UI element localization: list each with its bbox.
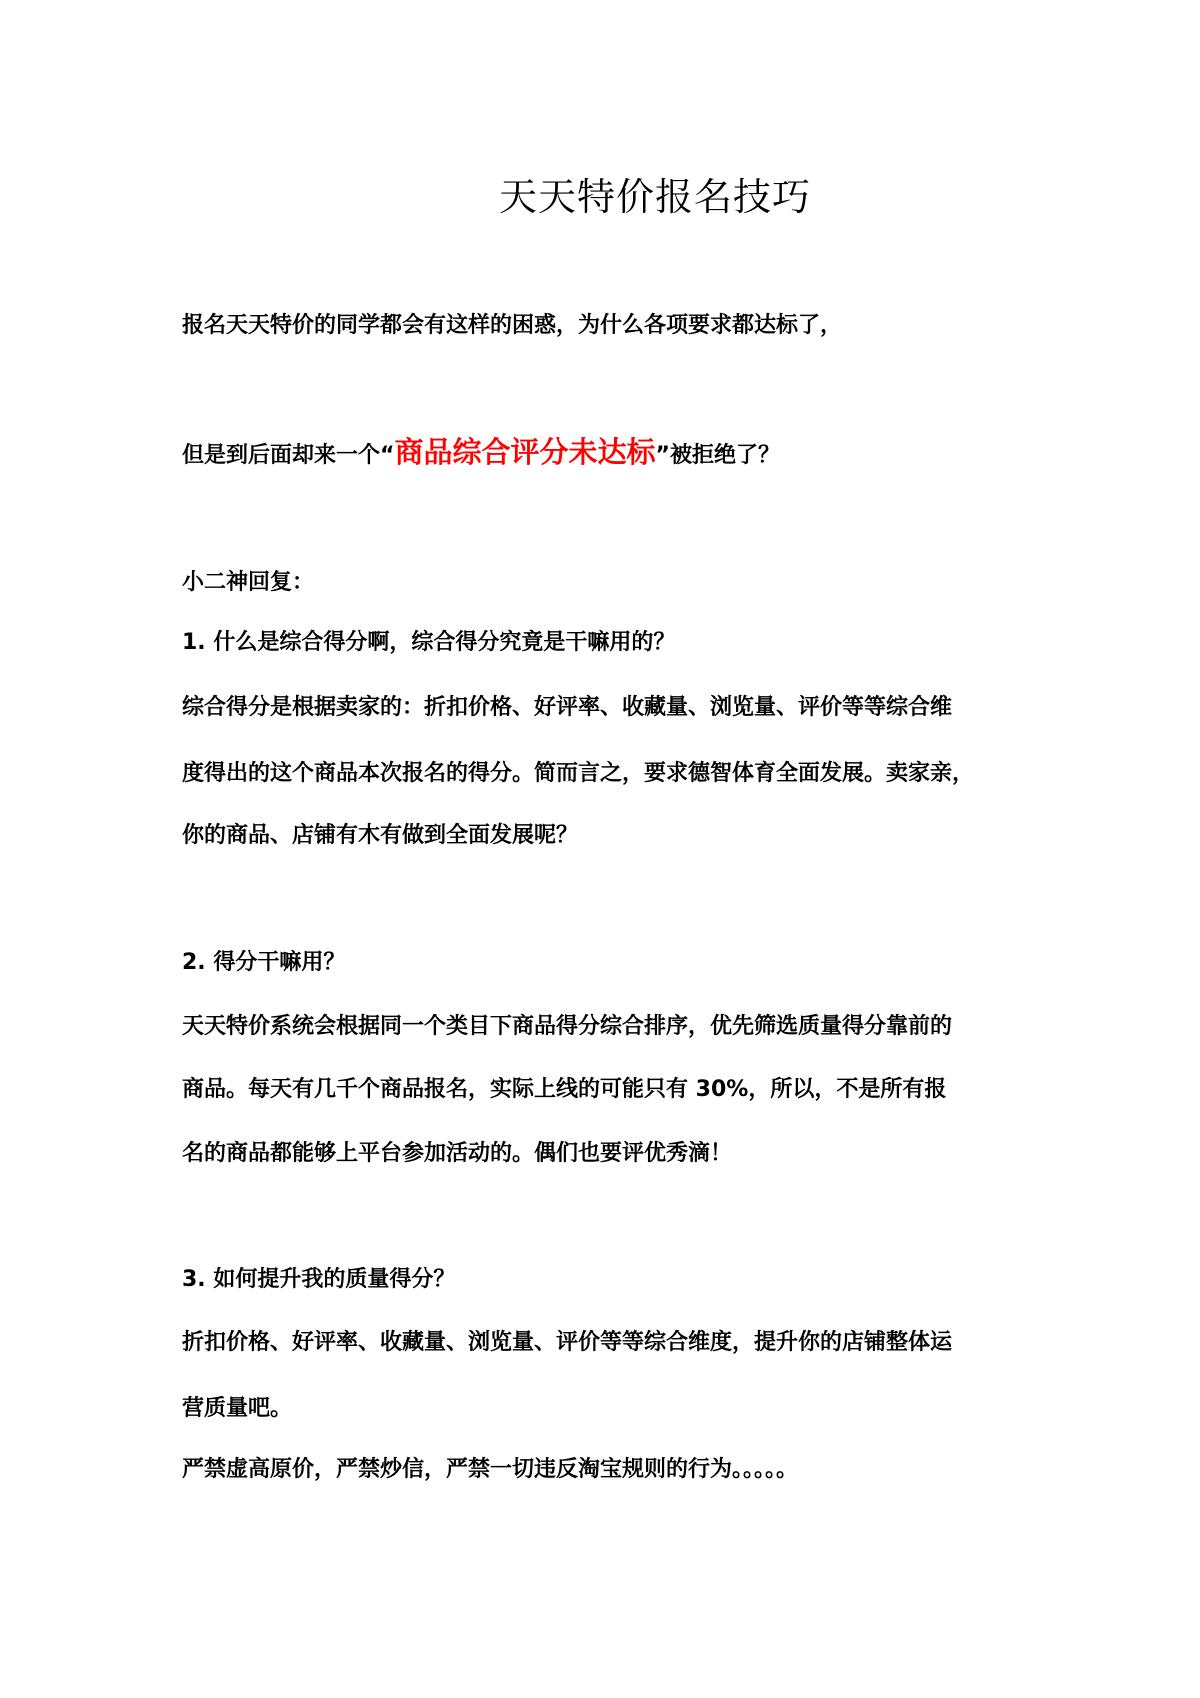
- q1-answer-line-2: 度得出的这个商品本次报名的得分。简而言之，要求德智体育全面发展。卖家亲，: [182, 761, 975, 786]
- q2-heading: 2. 得分干嘛用？: [182, 950, 346, 975]
- q2-answer-line-2: 商品。每天有几千个商品报名，实际上线的可能只有 30%，所以，不是所有报: [182, 1077, 947, 1102]
- intro-line-2-before: 但是到后面却来一个“: [182, 443, 395, 468]
- intro-line-2-after: ”被拒绝了？: [655, 443, 780, 468]
- q2-answer-line-1: 天天特价系统会根据同一个类目下商品得分综合排序，优先筛选质量得分靠前的: [182, 1014, 953, 1039]
- q3-answer-line-1: 折扣价格、好评率、收藏量、浏览量、评价等等综合维度，提升你的店铺整体运: [182, 1330, 953, 1355]
- document-title: 天天特价报名技巧: [498, 175, 811, 219]
- q1-answer-line-3: 你的商品、店铺有木有做到全面发展呢？: [182, 823, 579, 848]
- q3-heading: 3. 如何提升我的质量得分？: [182, 1267, 456, 1292]
- q2-answer-line-3: 名的商品都能够上平台参加活动的。偶们也要评优秀滴！: [182, 1141, 733, 1166]
- intro-line-2: [182, 434, 1042, 474]
- q1-answer-line-1: 综合得分是根据卖家的：折扣价格、好评率、收藏量、浏览量、评价等等综合维: [182, 695, 953, 720]
- reply-heading: 小二神回复：: [182, 570, 315, 595]
- intro-line-1: 报名天天特价的同学都会有这样的困惑，为什么各项要求都达标了，: [182, 313, 843, 338]
- q3-answer-line-2: 营质量吧。: [182, 1396, 293, 1421]
- q1-heading: 1. 什么是综合得分啊，综合得分究竟是干嘛用的？: [182, 630, 676, 655]
- highlight-text: 商品综合评分未达标: [394, 435, 656, 469]
- q3-answer-line-3: 严禁虚高原价，严禁炒信，严禁一切违反淘宝规则的行为。。。。。: [182, 1457, 799, 1482]
